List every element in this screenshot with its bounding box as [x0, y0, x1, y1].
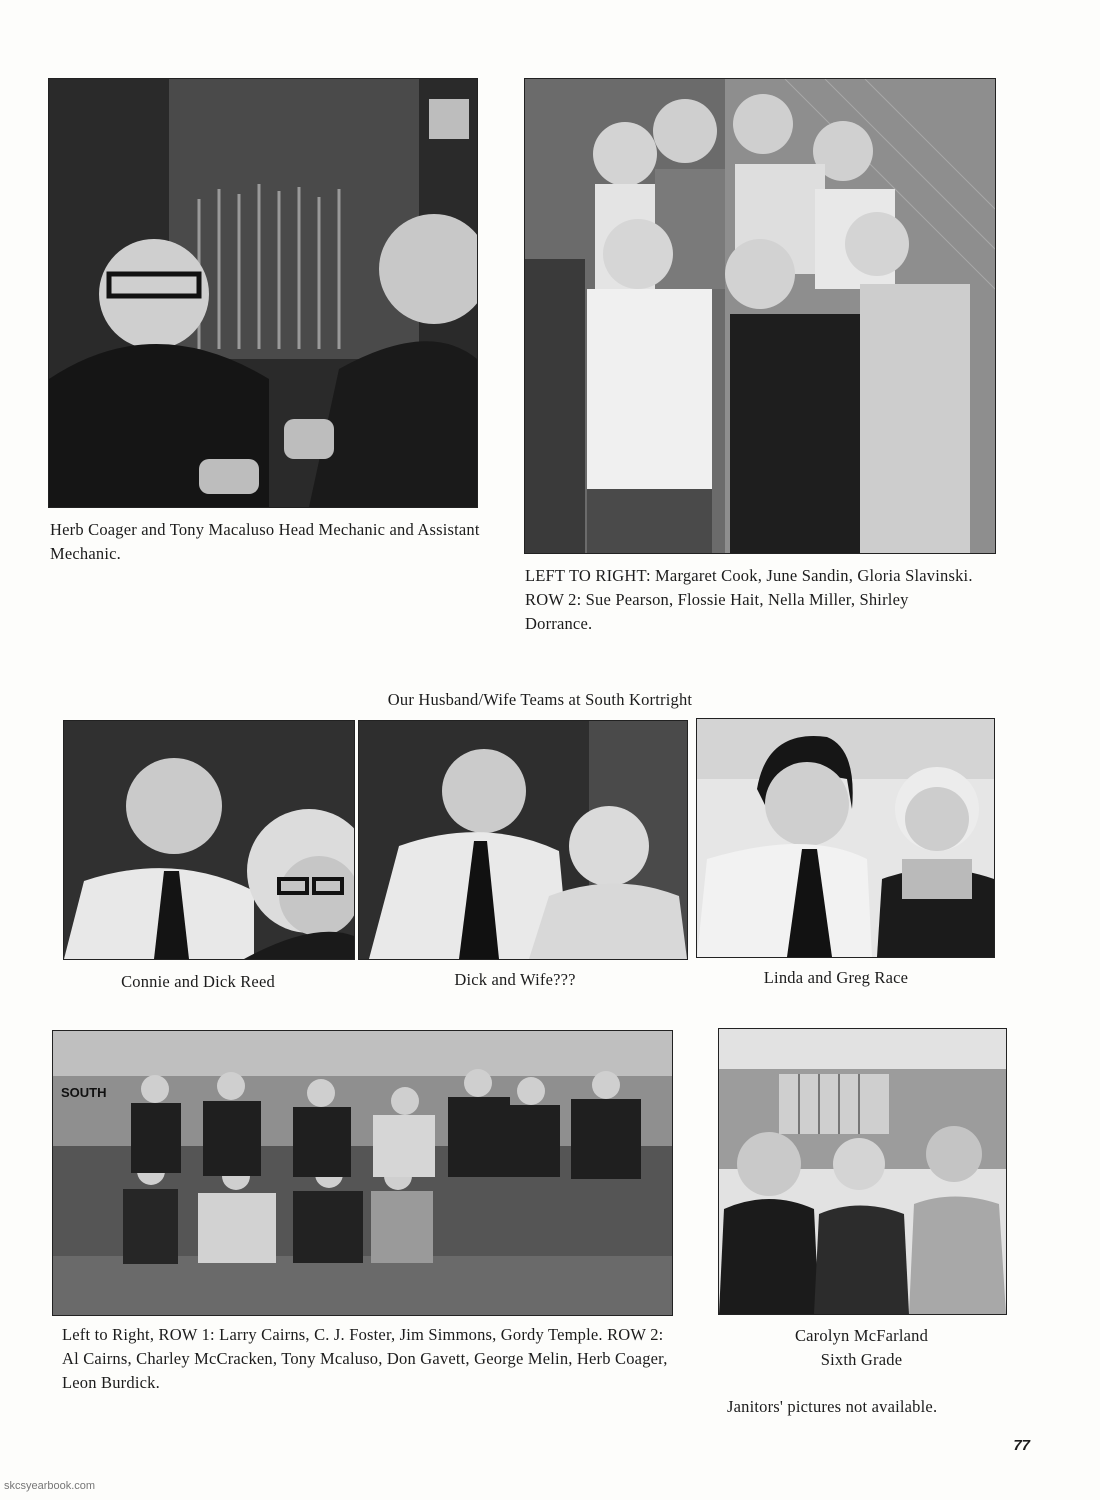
photo-cafeteria-staff	[524, 78, 996, 554]
dick-wife-caption: Dick and Wife???	[454, 970, 576, 989]
mcfarland-photo-image	[719, 1029, 1006, 1314]
photo-reed	[63, 720, 355, 960]
mcfarland-caption-name: Carolyn McFarland	[794, 1326, 929, 1345]
reed-photo-image	[64, 721, 354, 959]
mechanics-photo-image	[49, 79, 477, 507]
section-title: Our Husband/Wife Teams at South Kortright	[387, 690, 693, 709]
bus-drivers-photo-image	[53, 1031, 672, 1315]
mcfarland-caption-role: Sixth Grade	[820, 1350, 903, 1369]
mechanics-caption: Herb Coager and Tony Macaluso Head Mechanic and Assistant Mechanic.	[50, 520, 480, 563]
site-watermark: skcsyearbook.com	[4, 1480, 96, 1492]
bus-sign-text: SOUTH	[61, 1085, 107, 1100]
cafeteria-staff-caption: LEFT TO RIGHT: Margaret Cook, June Sandin, Gloria Slavinski. ROW 2: Sue Pearson, Flossie Hait, Nella Miller, Shirley Dorrance.	[525, 566, 973, 633]
photo-race	[696, 718, 995, 958]
page-number: 77	[1013, 1437, 1030, 1454]
race-caption: Linda and Greg Race	[763, 968, 909, 987]
photo-mcfarland	[718, 1028, 1007, 1315]
race-photo-image	[697, 719, 994, 957]
photo-dick-wife	[358, 720, 688, 960]
cafeteria-staff-photo-image	[525, 79, 995, 553]
janitors-note: Janitors' pictures not available.	[727, 1397, 938, 1416]
dick-wife-photo-image	[359, 721, 687, 959]
photo-bus-drivers	[52, 1030, 673, 1316]
photo-mechanics	[48, 78, 478, 508]
bus-drivers-caption: Left to Right, ROW 1: Larry Cairns, C. J. Foster, Jim Simmons, Gordy Temple. ROW 2: Al Cairns, Charley McCracken, Tony Mcaluso, Don Gavett, George Melin, Herb Coager, Leon Burdick.	[62, 1325, 668, 1392]
reed-caption: Connie and Dick Reed	[121, 972, 275, 991]
